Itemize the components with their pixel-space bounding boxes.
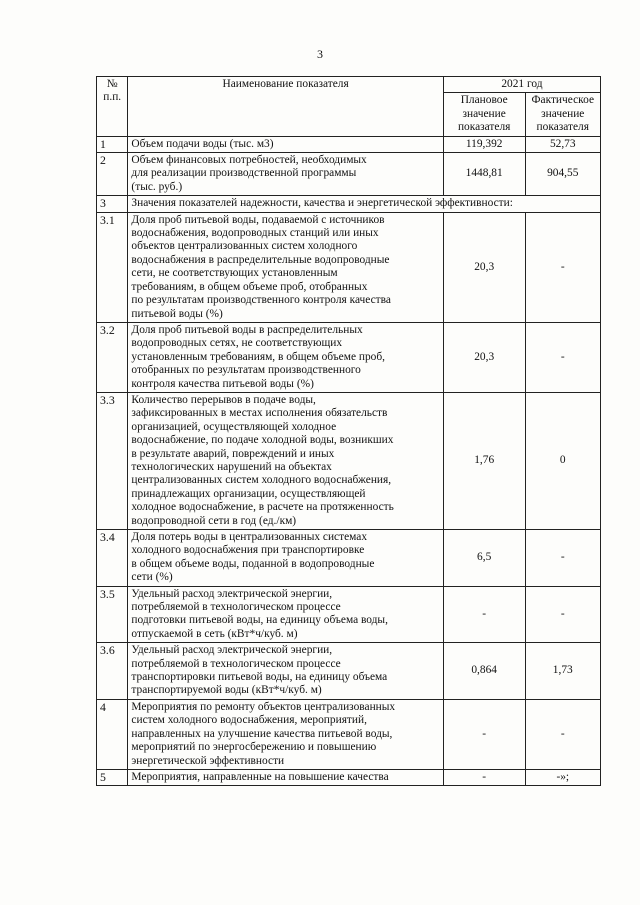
row-indicator-name: Удельный расход электрической энергии, потребляемой в технологическом процессе транспортировки питьевой воды, на единицу объема транспортируемой воды (кВт*ч/куб. м) — [128, 643, 443, 700]
table-row — [97, 196, 601, 212]
table-row — [97, 153, 601, 196]
row-indicator-name: Мероприятия, направленные на повышение качества — [128, 769, 443, 785]
row-number: 3.3 — [97, 392, 128, 529]
row-plan-value: 1,76 — [443, 392, 525, 529]
header-fact: Фактическое значение показателя — [525, 93, 600, 136]
row-indicator-name: Доля потерь воды в централизованных системах холодного водоснабжения при транспортировке в общем объеме воды, поданной в водопроводные сети (%) — [128, 530, 443, 587]
row-fact-value: - — [525, 586, 600, 643]
row-number: 2 — [97, 153, 128, 196]
row-plan-value: - — [443, 586, 525, 643]
row-fact-value: 1,73 — [525, 643, 600, 700]
row-number: 1 — [97, 136, 128, 152]
row-fact-value: - — [525, 212, 600, 322]
row-plan-value: - — [443, 699, 525, 769]
row-number: 3.5 — [97, 586, 128, 643]
header-num: № п.п. — [97, 77, 128, 137]
row-fact-value: - — [525, 322, 600, 392]
indicators-table — [96, 76, 601, 786]
row-indicator-name: Доля проб питьевой воды, подаваемой с источников водоснабжения, водопроводных станций или иных объектов централизованных систем холодного водоснабжения в распределительные водопроводные сети, не соответствующих установленным требованиям, в общем объеме проб, отобранных по результатам производственного контроля качества питьевой воды (%) — [128, 212, 443, 322]
table-row — [97, 699, 601, 769]
row-fact-value: - — [525, 699, 600, 769]
row-number: 4 — [97, 699, 128, 769]
row-indicator-name: Количество перерывов в подаче воды, зафиксированных в местах исполнения обязательств организацией, осуществляющей холодное водоснабжение, по подаче холодной воды, возникших в результате аварий, повреждений и иных технологических нарушений на объектах централизованных систем холодного водоснабжения, принадлежащих организации, осуществляющей холодное водоснабжение, в расчете на протяженность водопроводной сети в год (ед./км) — [128, 392, 443, 529]
table-row — [97, 136, 601, 152]
row-fact-value: -»; — [525, 769, 600, 785]
row-plan-value: 6,5 — [443, 530, 525, 587]
row-indicator-name: Мероприятия по ремонту объектов централизованных систем холодного водоснабжения, мероприятий, направленных на улучшение качества питьевой воды, мероприятий по энергосбережению и повышению энергетической эффективности — [128, 699, 443, 769]
row-indicator-name: Объем подачи воды (тыс. м3) — [128, 136, 443, 152]
table-header-row — [97, 77, 601, 93]
row-plan-value: 0,864 — [443, 643, 525, 700]
row-indicator-name: Удельный расход электрической энергии, потребляемой в технологическом процессе подготовки питьевой воды, на единицу объема воды, отпускаемой в сеть (кВт*ч/куб. м) — [128, 586, 443, 643]
row-number: 3.2 — [97, 322, 128, 392]
row-number: 3 — [97, 196, 128, 212]
page-number: 3 — [317, 47, 323, 61]
table-row — [97, 643, 601, 700]
row-plan-value: 119,392 — [443, 136, 525, 152]
row-number: 3.6 — [97, 643, 128, 700]
row-indicator-name: Доля проб питьевой воды в распределительных водопроводных сетях, не соответствующих установленным требованиям, в общем объеме проб, отобранных по результатам производственного контроля качества питьевой воды (%) — [128, 322, 443, 392]
row-fact-value: 52,73 — [525, 136, 600, 152]
table-row — [97, 586, 601, 643]
row-number: 3.1 — [97, 212, 128, 322]
row-fact-value: 904,55 — [525, 153, 600, 196]
table-row — [97, 322, 601, 392]
header-plan: Плановое значение показателя — [443, 93, 525, 136]
row-fact-value: - — [525, 530, 600, 587]
table-row — [97, 212, 601, 322]
table-row — [97, 530, 601, 587]
row-plan-value: 1448,81 — [443, 153, 525, 196]
row-indicator-name: Объем финансовых потребностей, необходимых для реализации производственной программы (тыс. руб.) — [128, 153, 443, 196]
table-row — [97, 769, 601, 785]
row-number: 5 — [97, 769, 128, 785]
header-name: Наименование показателя — [128, 77, 443, 137]
row-indicator-name: Значения показателей надежности, качества и энергетической эффективности: — [128, 196, 601, 212]
row-number: 3.4 — [97, 530, 128, 587]
row-plan-value: 20,3 — [443, 212, 525, 322]
header-year: 2021 год — [443, 77, 600, 93]
table-row — [97, 392, 601, 529]
row-plan-value: - — [443, 769, 525, 785]
row-fact-value: 0 — [525, 392, 600, 529]
row-plan-value: 20,3 — [443, 322, 525, 392]
